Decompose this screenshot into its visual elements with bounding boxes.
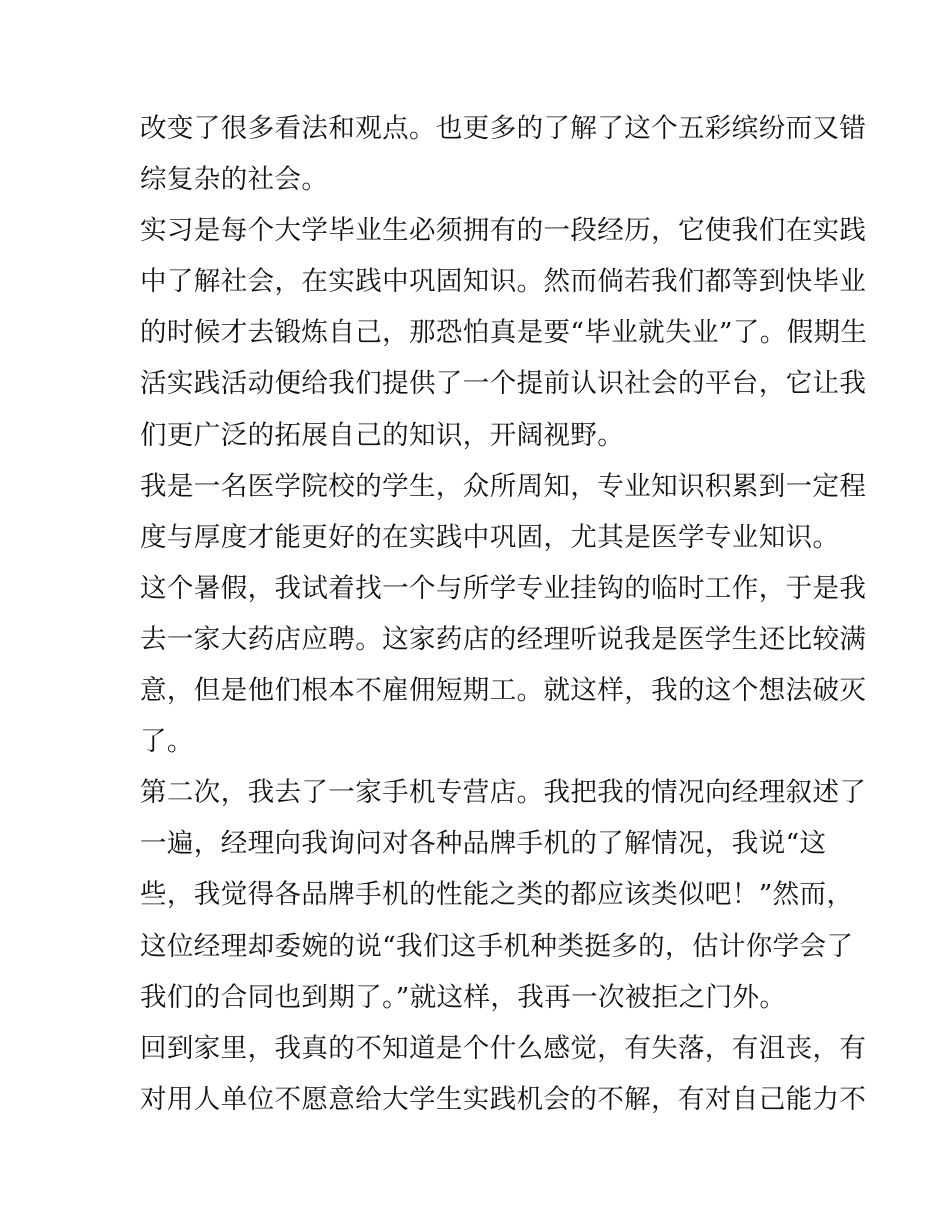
text-line: 意，但是他们根本不雇佣短期工。就这样，我的这个想法破灭 xyxy=(140,675,867,707)
text-line: 我们的合同也到期了。”就这样，我再一次被拒之门外。 xyxy=(140,981,787,1013)
text-line: 综复杂的社会。 xyxy=(140,164,329,196)
text-line: 改变了很多看法和观点。也更多的了解了这个五彩缤纷而又错 xyxy=(140,113,867,144)
text-line: 的时候才去锻炼自己，那恐怕真是要“毕业就失业”了。假期生 xyxy=(140,317,868,349)
text-line: 第二次，我去了一家手机专营店。我把我的情况向经理叙述了 xyxy=(140,777,867,809)
text-line: 了。 xyxy=(140,726,194,758)
text-line: 们更广泛的拓展自己的知识，开阔视野。 xyxy=(140,419,625,451)
text-line: 去一家大药店应聘。这家药店的经理听说我是医学生还比较满 xyxy=(140,623,867,655)
text-line: 我是一名医学院校的学生，众所周知，专业知识积累到一定程 xyxy=(140,470,867,502)
text-line: 这个暑假，我试着找一个与所学专业挂钩的临时工作，于是我 xyxy=(140,572,867,604)
text-line: 回到家里，我真的不知道是个什么感觉，有失落，有沮丧，有 xyxy=(140,1032,867,1064)
text-line: 些，我觉得各品牌手机的性能之类的都应该类似吧！”然而， xyxy=(140,879,854,911)
text-line: 活实践活动便给我们提供了一个提前认识社会的平台，它让我 xyxy=(140,368,867,400)
text-line: 实习是每个大学毕业生必须拥有的一段经历，它使我们在实践 xyxy=(140,215,867,247)
document-body xyxy=(140,103,868,1125)
text-line: 中了解社会，在实践中巩固知识。然而倘若我们都等到快毕业 xyxy=(140,266,867,298)
text-line: 对用人单位不愿意给大学生实践机会的不解，有对自己能力不 xyxy=(140,1083,867,1115)
text-line: 一遍，经理向我询问对各种品牌手机的了解情况，我说“这 xyxy=(140,828,827,860)
text-line: 度与厚度才能更好的在实践中巩固，尤其是医学专业知识。 xyxy=(140,521,840,553)
text-line: 这位经理却委婉的说“我们这手机种类挺多的，估计你学会了 xyxy=(140,930,854,962)
